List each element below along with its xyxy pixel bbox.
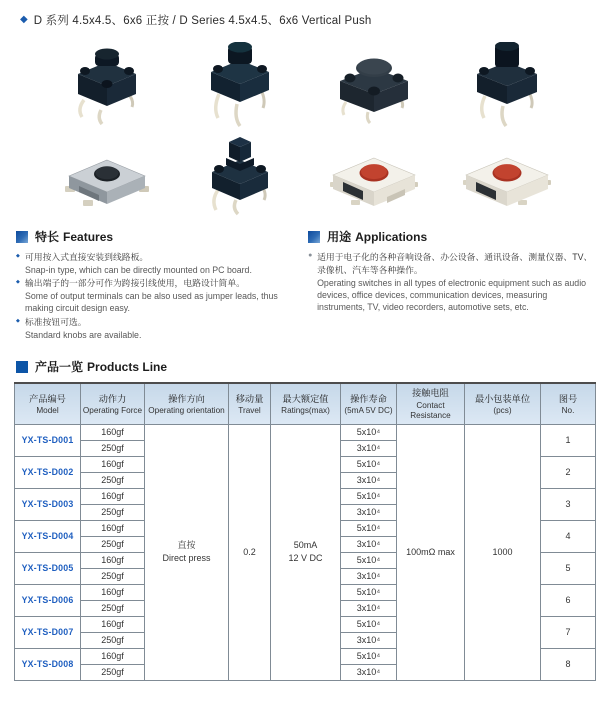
model-cell: YX-TS-D004 [15,520,81,552]
feature-text-zh: 可用按入式直接安装到线路板。 [25,252,149,262]
products-table [14,382,596,681]
force-cell: 250gf [81,536,145,552]
life-cell: 5x10⁴ [341,424,397,440]
no-cell: 2 [541,456,596,488]
ratings-cell: 50mA 12 V DC [271,424,341,680]
diamond-bullet-icon: ◆ [16,253,20,259]
life-cell: 3x10⁴ [341,440,397,456]
feature-item-3 [16,316,294,341]
force-cell: 250gf [81,472,145,488]
gallery-row-1 [52,42,562,130]
no-cell: 6 [541,584,596,616]
col-header-operating-orientation: 操作方向 Operating orientation [145,383,229,424]
product-photo-tact-switch-cylinder-cap [452,42,562,130]
no-cell: 8 [541,648,596,680]
col-header-operating-force: 动作力 Operating Force [81,383,145,424]
life-cell: 5x10⁴ [341,648,397,664]
force-cell: 250gf [81,600,145,616]
products-line-title: 产品一览 Products Line [35,360,168,375]
features-applications-section [14,228,595,342]
life-cell: 5x10⁴ [341,520,397,536]
diamond-bullet-icon: ◆ [16,317,20,324]
tact-switch-image [201,42,279,130]
products-line-header [14,358,595,375]
gallery-row-2 [52,134,562,216]
life-cell: 5x10⁴ [341,584,397,600]
product-photo-tact-switch-round-cap [52,46,162,130]
no-cell: 1 [541,424,596,456]
product-photo-smd-switch-red-cap-1 [319,148,429,216]
model-cell: YX-TS-D006 [15,584,81,616]
no-cell: 4 [541,520,596,552]
table-header-row [15,383,596,424]
model-cell: YX-TS-D003 [15,488,81,520]
force-cell: 160gf [81,488,145,504]
features-header [16,228,294,245]
force-cell: 160gf [81,552,145,568]
contact-resistance-cell: 100mΩ max [397,424,465,680]
life-cell: 5x10⁴ [341,616,397,632]
feature-item-2 [16,277,294,315]
diamond-bullet-icon: ◆ [20,14,28,25]
features-section [16,228,294,342]
applications-header [308,228,593,245]
force-cell: 160gf [81,616,145,632]
table-row [15,424,596,440]
force-cell: 250gf [81,632,145,648]
force-cell: 160gf [81,456,145,472]
application-item [308,251,593,314]
travel-cell: 0.2 [229,424,271,680]
col-header-contact-resistance: 接触电阻 Contact Resistance [397,383,465,424]
life-cell: 5x10⁴ [341,488,397,504]
smd-switch-image [460,148,554,216]
feature-text-en: Standard knobs are available. [25,329,142,340]
products-line-section [14,358,595,681]
product-photo-tact-switch-square-stem [185,132,295,216]
packing-cell: 1000 [465,424,541,680]
tact-switch-image [332,54,416,130]
force-cell: 250gf [81,664,145,680]
feature-text-en: Snap-in type, which can be directly mounted on PC board. [25,264,252,275]
product-photo-tact-switch-tall-cap [185,42,295,130]
force-cell: 160gf [81,424,145,440]
feature-text-zh: 输出端子的一部分可作为跨接引线使用，电路设计简单。 [25,278,245,289]
force-cell: 250gf [81,568,145,584]
product-photo-smd-switch-black-cap [52,150,162,216]
col-header-drawing-no: 图号 No. [541,383,596,424]
tact-switch-image [200,132,280,216]
feature-text-zh: 标准按钮可选。 [25,316,87,327]
force-cell: 160gf [81,648,145,664]
force-cell: 160gf [81,520,145,536]
orientation-cell: 直按 Direct press [145,424,229,680]
application-text-zh: 适用于电子化的各种音响设备、办公设备、通讯设备、测量仪器、TV、录像机、汽车等各种操作。 [317,252,593,275]
force-cell: 250gf [81,440,145,456]
application-text-en: Operating switches in all types of electronic equipment such as audio devices, office devices, communication devices, measuring instruments, TV, video recorders, automotive sets, etc. [317,277,587,313]
product-photo-smd-switch-red-cap-2 [452,148,562,216]
life-cell: 3x10⁴ [341,632,397,648]
col-header-operating-life: 操作寿命 (5mA 5V DC) [341,383,397,424]
life-cell: 5x10⁴ [341,552,397,568]
force-cell: 160gf [81,584,145,600]
page-title [14,12,595,28]
section-marker-icon [16,231,28,243]
model-cell: YX-TS-D002 [15,456,81,488]
col-header-travel: 移动量 Travel [229,383,271,424]
tact-switch-image [68,46,146,130]
page-title-text: D 系列 4.5x4.5、6x6 正按 / D Series 4.5x4.5、6x6 Vertical Push [33,15,372,27]
no-cell: 7 [541,616,596,648]
no-cell: 3 [541,488,596,520]
dot-bullet-icon: ● [308,252,313,259]
feature-item-1 [16,251,294,276]
life-cell: 3x10⁴ [341,536,397,552]
life-cell: 3x10⁴ [341,504,397,520]
life-cell: 3x10⁴ [341,600,397,616]
col-header-packing-unit: 最小包装单位 (pcs) [465,383,541,424]
section-marker-icon [16,361,28,373]
product-photo-tact-switch-flat-cap [319,54,429,130]
model-cell: YX-TS-D005 [15,552,81,584]
applications-section [308,228,593,342]
col-header-ratings: 最大额定值 Ratings(max) [271,383,341,424]
no-cell: 5 [541,552,596,584]
life-cell: 3x10⁴ [341,664,397,680]
model-cell: YX-TS-D001 [15,424,81,456]
life-cell: 5x10⁴ [341,456,397,472]
feature-text-en: Some of output terminals can be also used as jumper leads, thus making circuit design easy. [25,290,278,314]
product-gallery [52,42,562,216]
model-cell: YX-TS-D008 [15,648,81,680]
model-cell: YX-TS-D007 [15,616,81,648]
smd-switch-image [327,148,421,216]
section-marker-icon [308,231,320,243]
col-header-model: 产品编号 Model [15,383,81,424]
life-cell: 3x10⁴ [341,472,397,488]
life-cell: 3x10⁴ [341,568,397,584]
smd-switch-image [61,150,153,216]
diamond-bullet-icon: ◆ [16,279,20,286]
tact-switch-image [467,42,547,130]
applications-title: 用途 Applications [327,230,428,244]
force-cell: 250gf [81,504,145,520]
features-title: 特长 Features [35,230,114,244]
